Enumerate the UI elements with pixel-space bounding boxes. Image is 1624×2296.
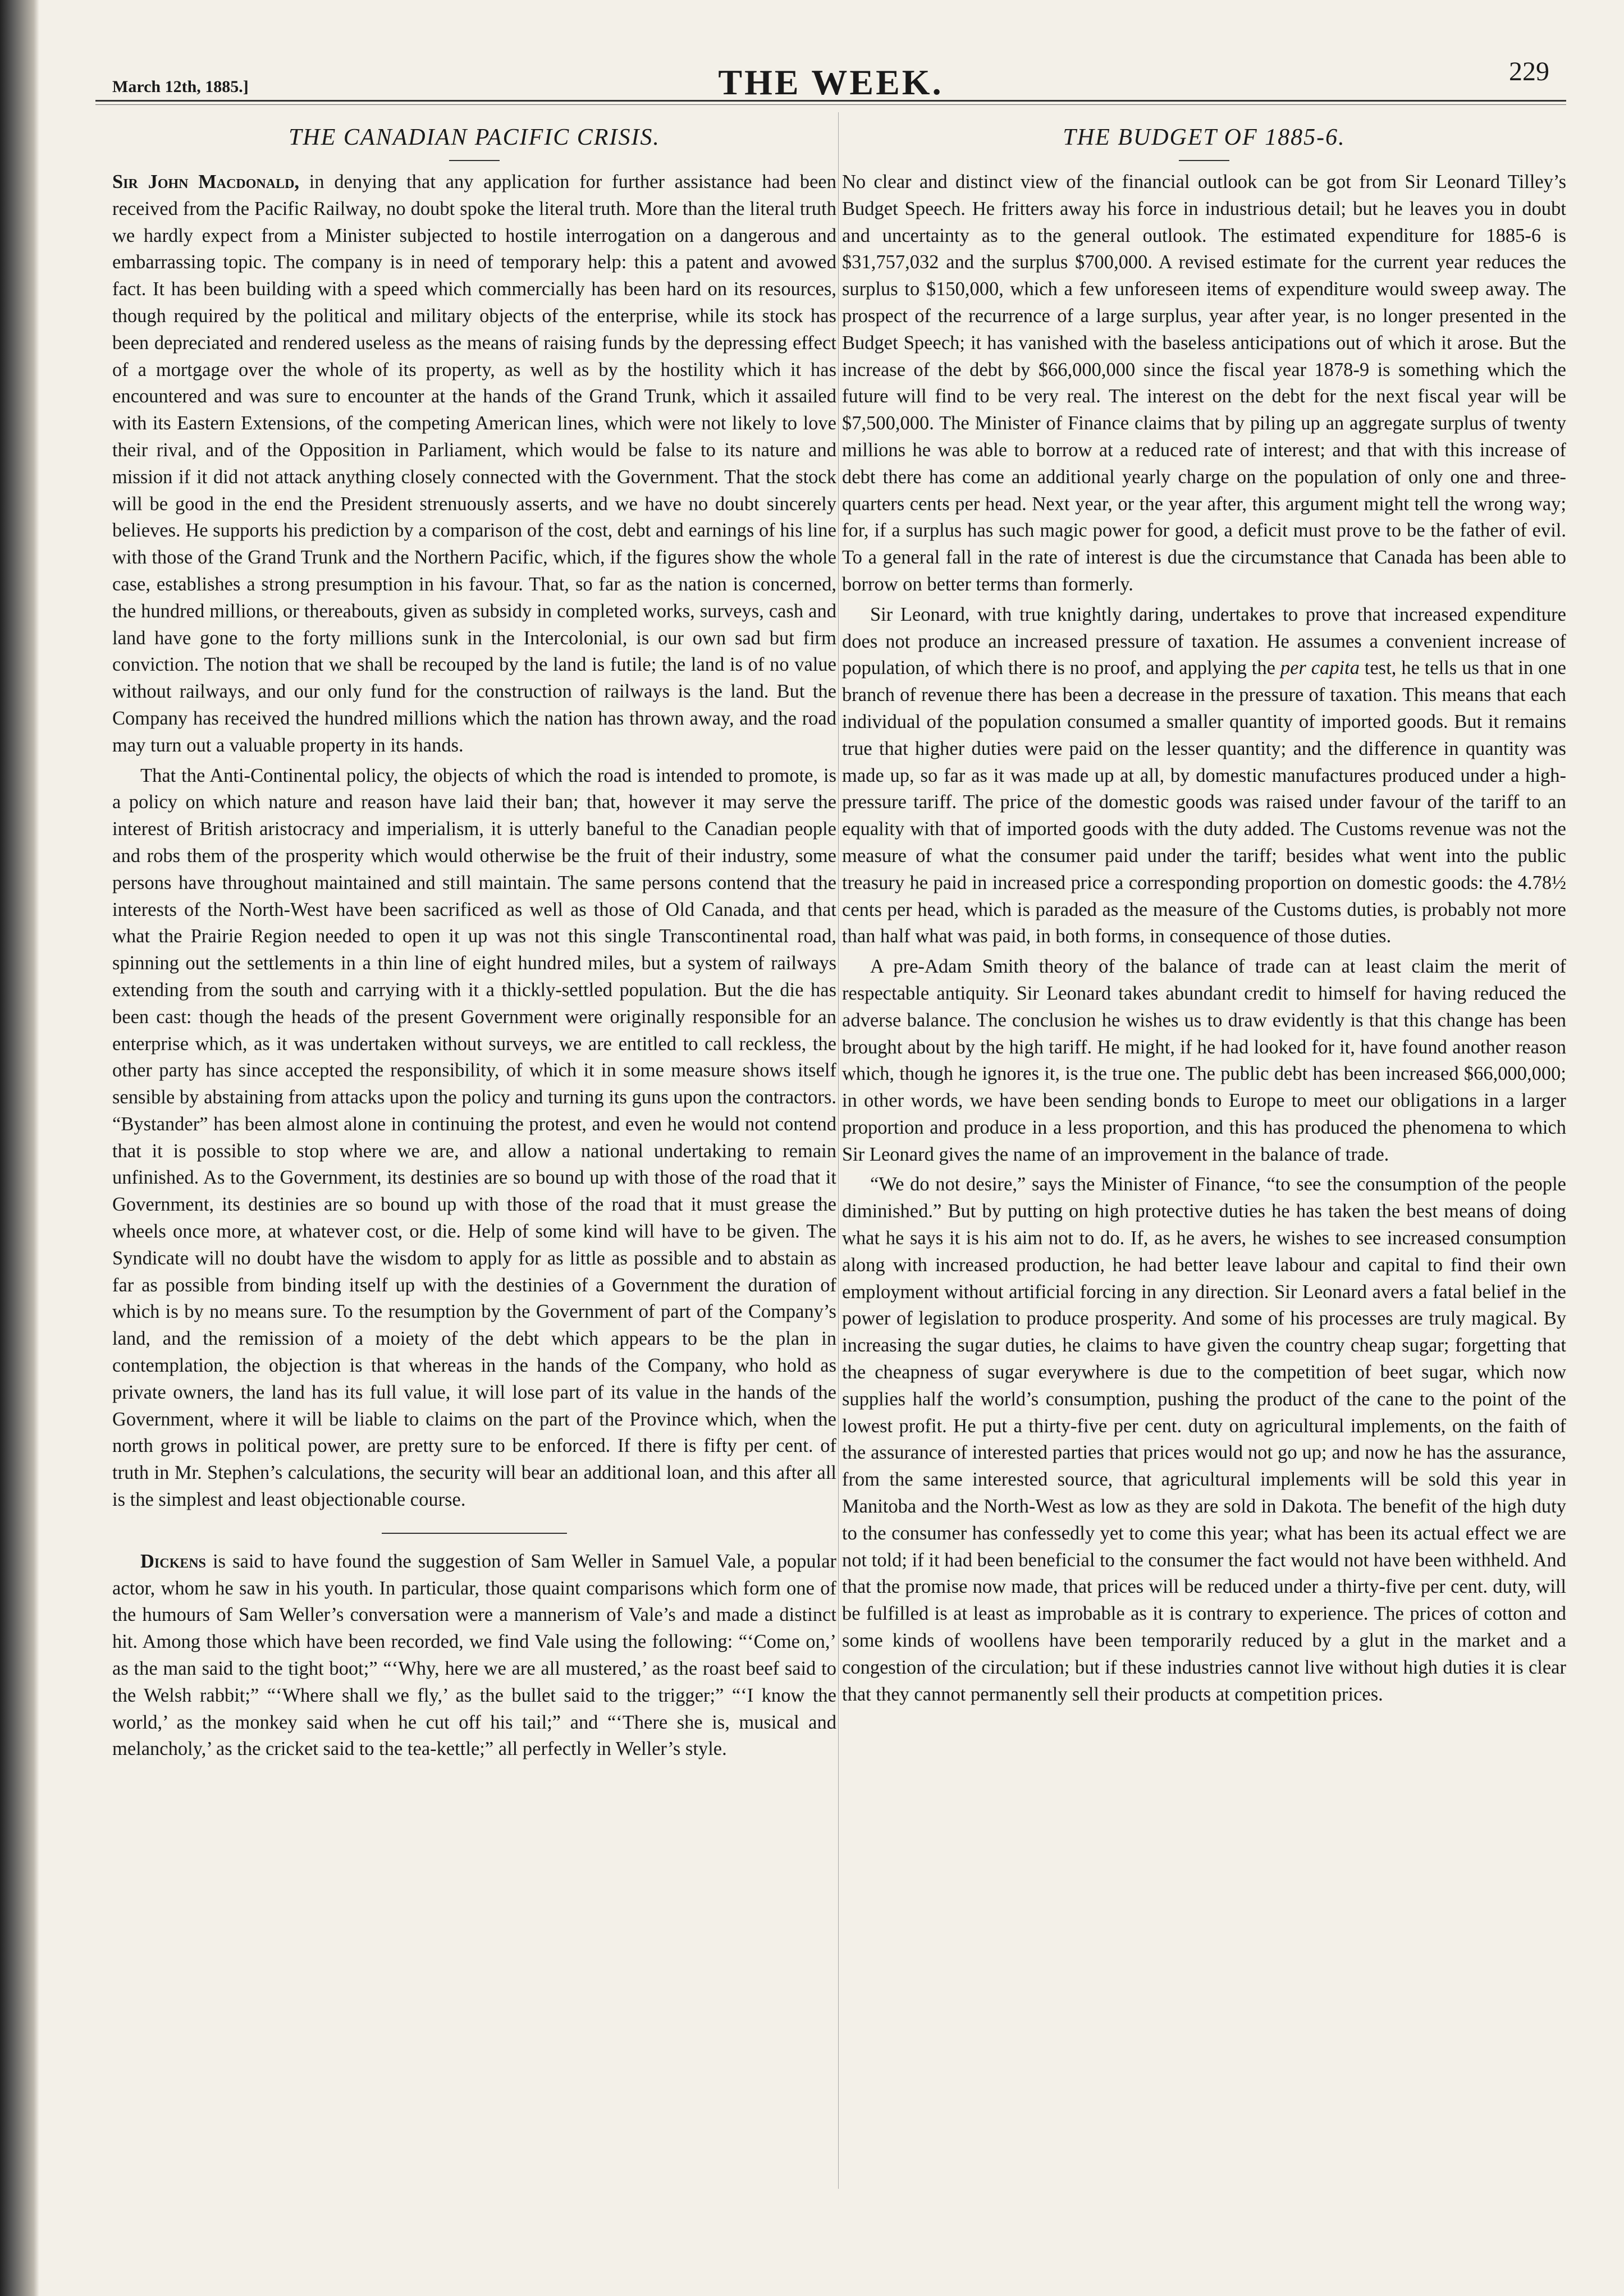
- dateline: March 12th, 1885.]: [112, 77, 249, 96]
- header-rule: [95, 100, 1566, 102]
- title-rule: [1179, 160, 1229, 161]
- binding-edge: [0, 0, 39, 2296]
- article-title-canadian-pacific: THE CANADIAN PACIFIC CRISIS.: [289, 125, 660, 150]
- paragraph: That the Anti-Continental policy, the objects of which the road is intended to promote, is a policy on which nature and reason have laid their ban; that, however it may serve the interest of British aristocracy and imperialism, it is utterly baneful to the Canadian people and robs them of the prosperity which would otherwise be the fruit of their industry, some persons have throughout maintained and still maintain. The same persons contend that the interests of the North-West have been sacrificed as well as those of Old Canada, and that what the Prairie Region needed to open it up was not this single Transcontinental road, spinning out the settlements in a thin line of eight hundred miles, but a system of railways extending from the south and carrying with it a thickly-settled population. But the die has been cast: though the heads of the present Government were originally responsible for an enterprise which, as it was undertaken without surveys, we are entitled to call reckless, the other party has since accepted the responsibility, of which it in some measure shows itself sensible by abstaining from attacks upon the policy and turning its guns upon the contractors. “Bystander” has been almost alone in continuing the protest, and even he would not contend that it is possible to stop where we are, and allow a national undertaking to remain unfinished. As to the Government, its destinies are so bound up with those of the road that it Government, its destinies are so bound up with those of the road that it must grease the wheels once more, at whatever cost, or die. Help of some kind will have to be given. The Syndicate will no doubt have the wisdom to apply for as little as possible and to abstain as far as possible from binding itself up with the destinies of a Government the duration of which is by no means sure. To the resumption by the Government of part of the Company’s land, and the remission of a moiety of the debt which appears to be the plan in contemplation, the objection is that whereas in the hands of the Company, who hold as private owners, the land has its full value, it will lose part of its value in the hands of the Government, where it will be liable to claims on the part of the Province which, when the north grows in political power, are pretty sure to be enforced. If there is fifty per cent. of truth in Mr. Stephen’s calculations, the security will bear an additional loan, and this after all is the simplest and least objectionable course.: [112, 764, 836, 1511]
- lead-in: Sir John Macdonald,: [112, 171, 300, 193]
- right-column: [842, 109, 1566, 1711]
- paragraph: [112, 1548, 836, 1763]
- page-header: [112, 56, 1549, 107]
- article-title-budget: THE BUDGET OF 1885-6.: [1063, 125, 1346, 150]
- left-column: [112, 109, 836, 1766]
- paragraph: No clear and distinct view of the financial outlook can be got from Sir Leonard Tilley’s Budget Speech. He fritters away his force in industrious detail; but he leaves you in doubt and uncertainty as to the general outlook. The estimated expenditure for 1885-6 is $31,757,032 and the surplus $700,000. A revised estimate for the current year reduces the surplus to $150,000, which a few unforeseen items of expenditure would sweep away. The prospect of the recurrence of a large surplus, year after year, is no longer presented in the Budget Speech; it has vanished with the baseless anticipations out of which it arose. But the increase of the debt by $66,000,000 since the fiscal year 1878-9 is something which the future will find to be very real. The interest on the debt for the next fiscal year will be $7,500,000. The Minister of Finance claims that by piling up an aggregate surplus of twenty millions he was able to borrow at a reduced rate of interest; and that with this increase of debt there has come an additional yearly charge on the population of only one and three-quarters cents per head. Next year, or the year after, this argument might tell the wrong way; for, if a surplus has such magic power for good, a deficit must prove to be the father of evil. To a general fall in the rate of interest is due the circumstance that Canada has been able to borrow on better terms than formerly.: [842, 171, 1566, 595]
- paragraph: [842, 602, 1566, 950]
- paragraph: [112, 169, 836, 759]
- lead-in: Dickens: [140, 1550, 206, 1572]
- paragraph-text: in denying that any application for further assistance had been received from the Pacific Railway, no doubt spoke the literal truth. More than the literal truth we hardly expect from a Minister subjected to hostile interrogation on a dangerous and embarrassing topic. The company is in need of temporary help: this a patent and avowed fact. It has been building with a speed which commercially has been hard on its resources, though required by the political and military objects of the enterprise, while its stock has been depreciated and rendered useless as the means of raising funds by the depressing effect of a mortgage over the whole of its property, as well as by the hostility which it has encountered and was sure to encounter at the hands of the Grand Trunk, which it assailed with its Eastern Extensions, of the competing American lines, which were not likely to love their rival, and of the Opposition in Parliament, which would be false to its nature and mission if it did not attack anything closely connected with the Government. That the stock will be good in the end the President strenuously asserts, and we have no doubt sincerely believes. He supports his prediction by a comparison of the cost, debt and earnings of his line with those of the Grand Trunk and the Northern Pacific, which, if the figures show the whole case, establishes a strong presumption in his favour. That, so far as the nation is concerned, the hundred millions, or thereabouts, given as subsidy in completed works, surveys, cash and land have gone to the forty millions sunk in the Intercolonial, is our own sad but firm conviction. The notion that we shall be recouped by the land is futile; the land is of no value without railways, and our only fund for the construction of railways is the land. But the Company has received the hundred millions which the nation has thrown away, and the road may turn out a valuable property in its hands.: [112, 171, 836, 756]
- italic-term: per capita: [1280, 657, 1360, 679]
- paragraph: A pre-Adam Smith theory of the balance of trade can at least claim the merit of respectable antiquity. Sir Leonard takes abundant credit to himself for having reduced the adverse balance. The conclusion he wishes us to draw evidently is that this change has been brought about by the high tariff. He might, if he had looked for it, have found another reason which, though he ignores it, is the true one. The public debt has been increased $66,000,000; in other words, we have been sending bonds to Europe to meet our obligations in a larger proportion and produce in a less proportion, and this has produced the phenomena to which Sir Leonard gives the name of an improvement in the balance of trade.: [842, 956, 1566, 1165]
- page-number: 229: [1509, 57, 1549, 86]
- title-rule: [449, 160, 500, 161]
- paragraph: “We do not desire,” says the Minister of Finance, “to see the consumption of the people diminished.” But by putting on high protective duties he has taken the best means of doing what he says it is his aim not to do. If, as he avers, he wishes to see increased consumption along with increased production, he had better leave labour and capital to find their own employment without artificial forcing in any direction. Sir Leonard avers a fatal belief in the power of legislation to produce prosperity. And some of his processes are truly magical. By increasing the sugar duties, he claims to have given the country cheap sugar; forgetting that the cheapness of sugar everywhere is due to the competition of beet sugar, which now supplies half the world’s consumption, pushing the product of the cane to the point of the lowest profit. He put a thirty-five per cent. duty on agricultural implements, on the faith of the assurance of interested parties that prices would not go up; and now he has the assurance, from the same interested source, that agricultural implements will be sold this year in Manitoba and the North-West as low as they are sold in Dakota. The benefit of the high duty to the consumer has confessedly yet to come this year; what has been its actual effect we are not told; if it had been beneficial to the consumer the fact would not have been withheld. And that the promise now made, that prices will be reduced under a thirty-five per cent. duty, will be fulfilled is at least as improbable as it is contrary to experience. The prices of cotton and some kinds of woollens have been temporarily reduced by a glut in the market and a congestion of the circulation; but if these industries cannot live without high duties it is clear that they cannot permanently sell their products at competition prices.: [842, 1174, 1566, 1705]
- section-separator: [382, 1533, 567, 1534]
- header-rule-thin: [95, 104, 1566, 105]
- paragraph-text: is said to have found the suggestion of Sam Weller in Samuel Vale, a popular actor, whom he saw in his youth. In particular, those quaint comparisons which form one of the humours of Sam Weller’s conversation were a mannerism of Vale’s and made a distinct hit. Among those which have been recorded, we find Vale using the following: “‘Come on,’ as the man said to the tight boot;” “‘Why, here we are all mustered,’ as the roast beef said to the Welsh rabbit;” “‘Where shall we fly,’ as the bullet said to the trigger;” “‘I know the world,’ as the monkey said when he cut off his tail;” and “‘There she is, musical and melancholy,’ as the cricket said to the tea-kettle;” all perfectly in Weller’s style.: [112, 1550, 836, 1760]
- paragraph-text: Sir Leonard, with true knightly daring, undertakes to prove that increased expenditure does not produce an increased pressure of taxation. He assumes a convenient increase of population, of which there is no proof, and applying the: [842, 603, 1566, 679]
- masthead: THE WEEK.: [718, 62, 944, 102]
- column-divider: [838, 112, 839, 2189]
- paragraph-text: test, he tells us that in one branch of revenue there has been a decrease in the pressure of taxation. This means that each individual of the population consumed a smaller quantity of imported goods. But it remains true that higher duties were paid on the lesser quantity; and the difference in quantity was made up, so far as it was made up at all, by domestic manufactures produced under a high-pressure tariff. The price of the domestic goods was raised under favour of the tariff to an equality with that of imported goods with the duty added. The Customs revenue was not the measure of what the consumer paid under the tariff; besides what went into the public treasury he paid in increased price a corresponding proportion on domestic goods: the 4.78½ cents per head, which is paraded as the measure of the Customs duties, is probably not more than half what was paid, in both forms, in consequence of those duties.: [842, 657, 1566, 947]
